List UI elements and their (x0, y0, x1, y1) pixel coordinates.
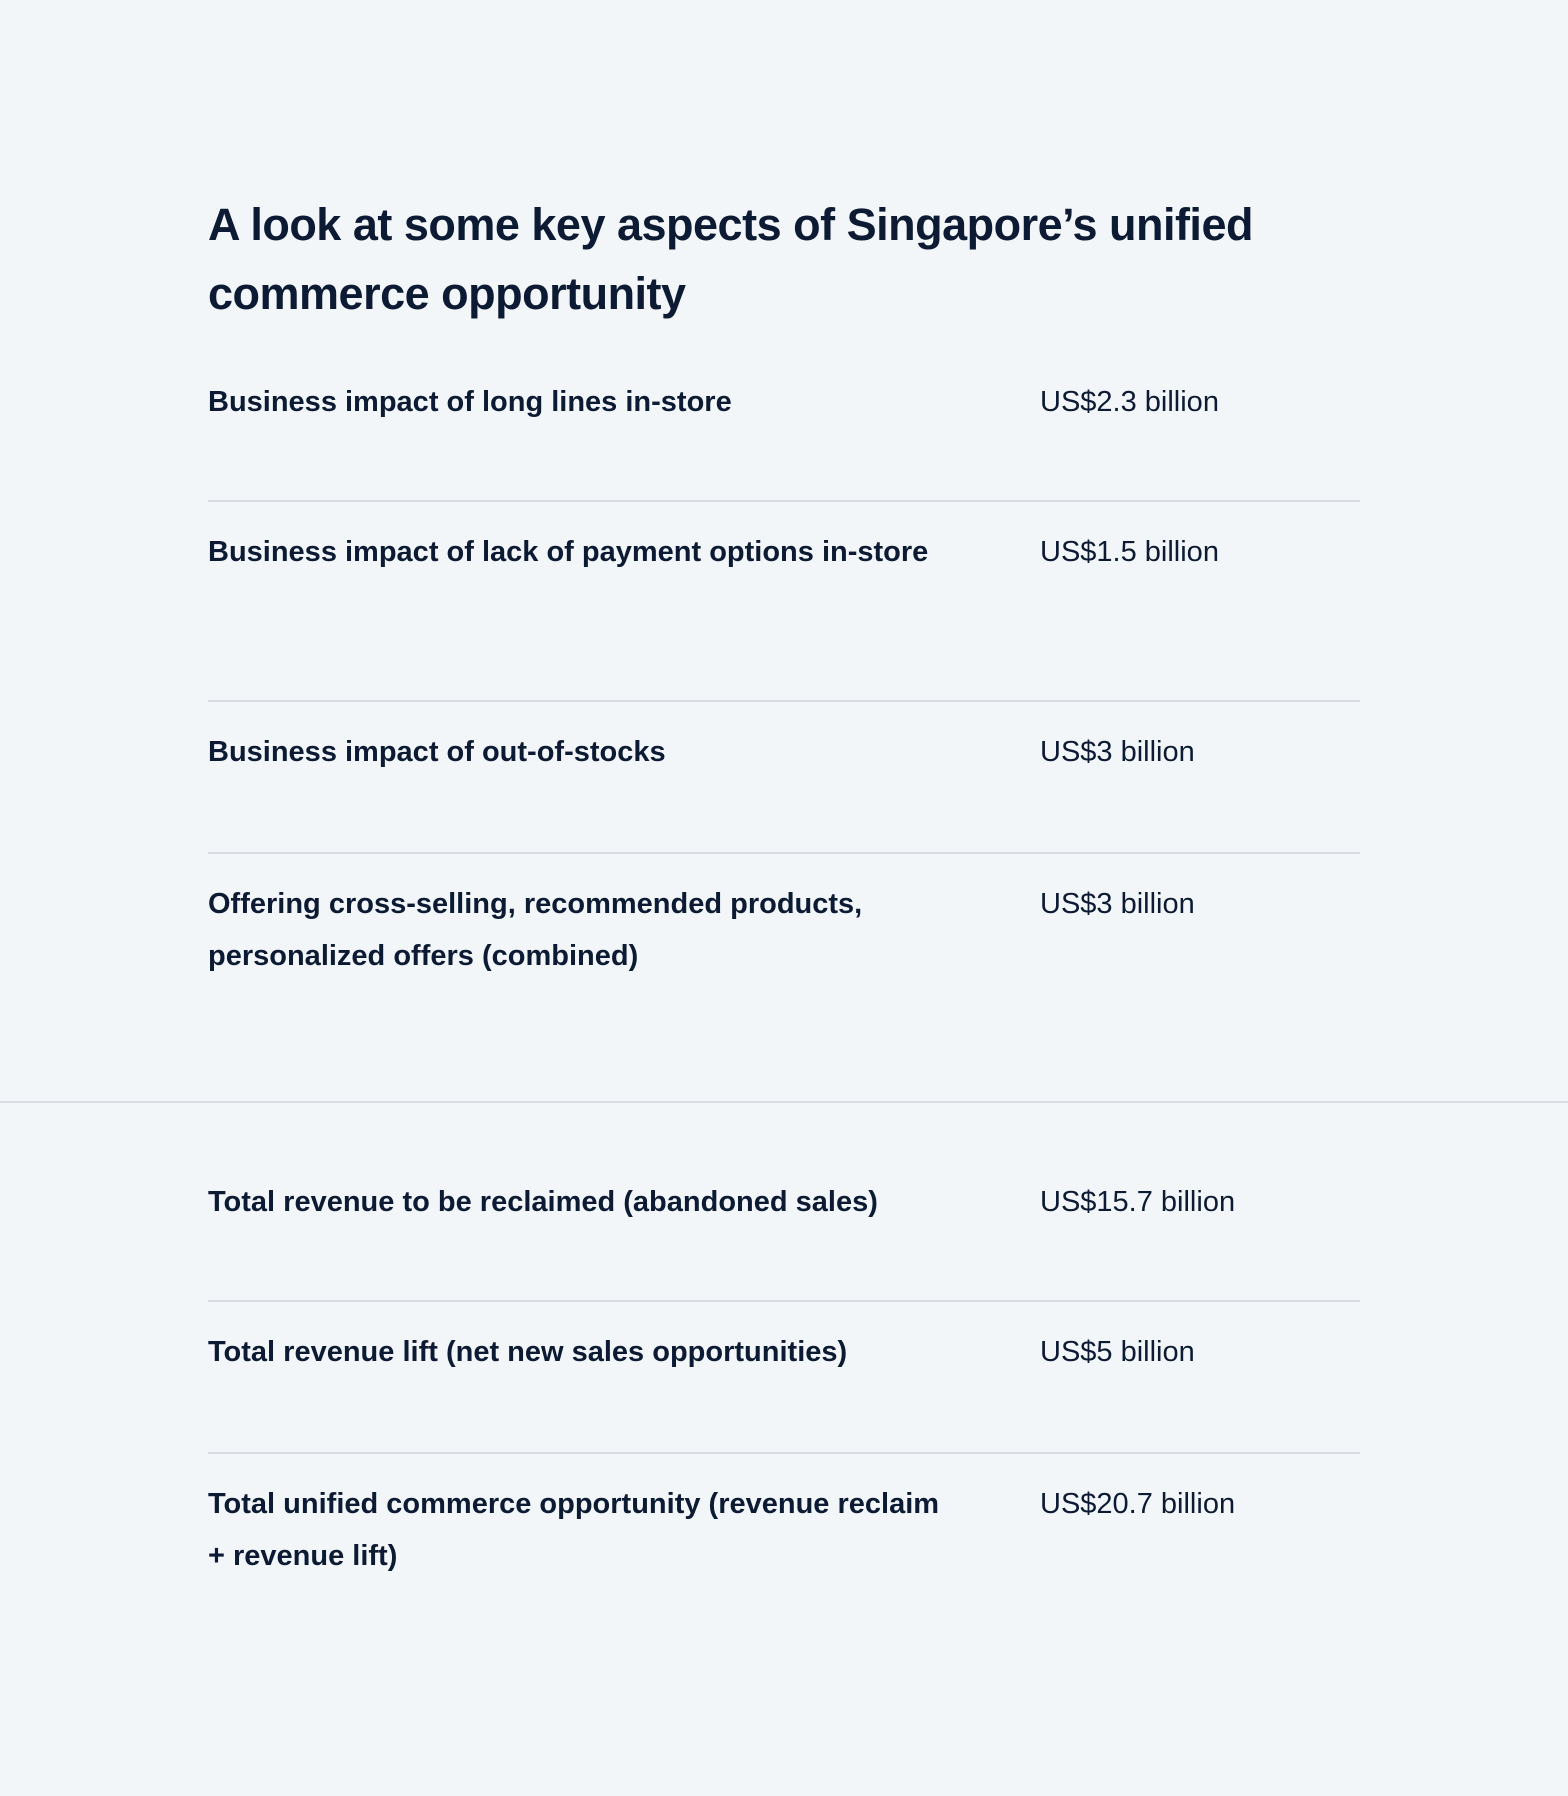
table-row (208, 854, 1360, 1052)
table-row (208, 1176, 1360, 1302)
row-value: US$2.3 billion (1040, 386, 1219, 418)
table-row (208, 702, 1360, 854)
row-label: Business impact of lack of payment options in-store (208, 536, 929, 568)
row-value: US$20.7 billion (1040, 1488, 1236, 1520)
row-label: Total revenue to be reclaimed (abandoned sales) (208, 1186, 878, 1218)
row-label: Business impact of out-of-stocks (208, 736, 666, 768)
row-value: US$5 billion (1040, 1336, 1195, 1368)
row-label: Offering cross-selling, recommended products, personalized offers (combined) (208, 888, 863, 972)
section-divider (0, 1101, 1568, 1103)
row-value: US$15.7 billion (1040, 1186, 1236, 1218)
table-row (208, 1454, 1360, 1652)
table-row (208, 1302, 1360, 1454)
table-row (208, 502, 1360, 702)
row-value: US$1.5 billion (1040, 536, 1219, 568)
page-title: A look at some key aspects of Singapore’s unified commerce opportunity (208, 199, 1253, 319)
row-label: Total revenue lift (net new sales opportunities) (208, 1336, 848, 1368)
row-value: US$3 billion (1040, 888, 1195, 920)
table-row (208, 376, 1360, 502)
row-label: Business impact of long lines in-store (208, 386, 732, 418)
row-value: US$3 billion (1040, 736, 1195, 768)
impacts-table (208, 376, 1360, 1052)
row-label: Total unified commerce opportunity (revenue reclaim + revenue lift) (208, 1488, 940, 1572)
totals-table (208, 1176, 1360, 1652)
